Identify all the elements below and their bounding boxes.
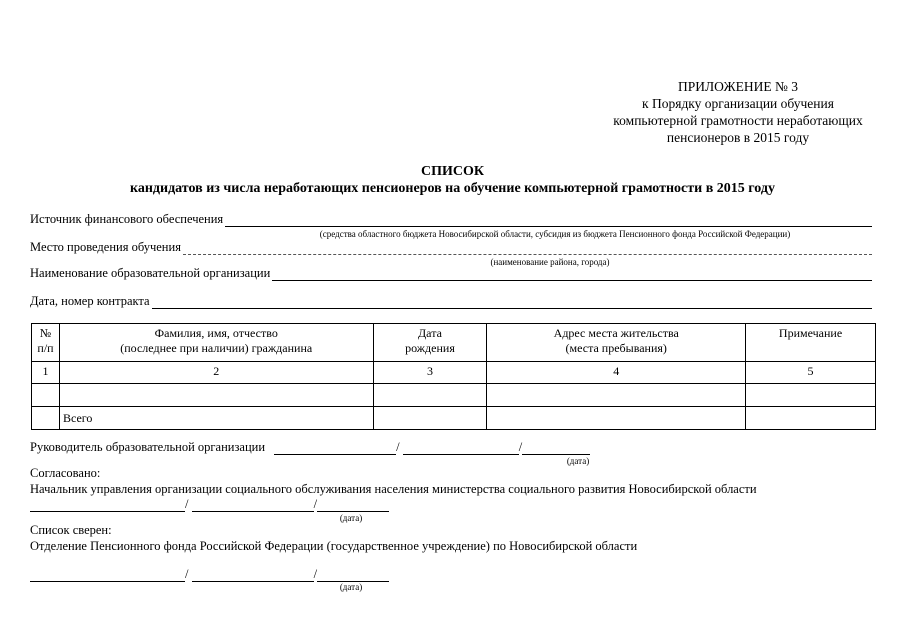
slash: / — [313, 567, 318, 581]
slash: / — [185, 497, 189, 511]
annex-header — [560, 78, 905, 146]
slash: / — [185, 567, 189, 581]
header-num-line-2: п/п — [37, 341, 54, 355]
contract-line[interactable] — [152, 295, 872, 309]
agreed-name-field[interactable] — [192, 498, 314, 512]
candidates-table — [31, 323, 876, 430]
funding-label: Источник финансового обеспечения — [30, 212, 224, 226]
place-line[interactable] — [183, 241, 872, 255]
header-name-line-2: (последнее при наличии) гражданина — [120, 341, 313, 355]
checked-name-field[interactable] — [192, 568, 314, 582]
header-num-line-1: № — [39, 326, 52, 340]
annex-line-2: к Порядку организации обучения — [642, 96, 834, 111]
annex-line-3: компьютерной грамотности неработающих — [613, 113, 863, 128]
funding-hint: (средства областного бюджета Новосибирской области, субсидия из бюджета Пенсионного фонда Российской Федерации) — [319, 229, 791, 239]
header-name — [59, 324, 373, 362]
head-date-field[interactable] — [522, 441, 590, 455]
header-dob-line-2: рождения — [405, 341, 455, 355]
table-cell[interactable] — [32, 407, 60, 430]
funding-field[interactable] — [30, 212, 872, 227]
col-number-3: 3 — [373, 362, 487, 384]
header-note: Примечание — [746, 324, 876, 362]
contract-field[interactable] — [30, 294, 872, 309]
agreed-signature-field[interactable] — [30, 498, 185, 512]
table-cell[interactable] — [373, 384, 487, 407]
checked-signature-field[interactable] — [30, 568, 185, 582]
annex-line-1: ПРИЛОЖЕНИЕ № 3 — [677, 79, 799, 94]
header-name-line-1: Фамилия, имя, отчество — [154, 326, 278, 340]
contract-label: Дата, номер контракта — [30, 294, 150, 308]
table-row[interactable] — [32, 384, 876, 407]
checked-date-field[interactable] — [317, 568, 389, 582]
slash: / — [313, 497, 318, 511]
head-signature-field[interactable] — [274, 441, 396, 455]
checked-label: Список сверен: — [30, 523, 112, 537]
org-field[interactable] — [30, 266, 872, 281]
agreed-label: Согласовано: — [30, 466, 101, 480]
col-number-4: 4 — [487, 362, 746, 384]
table-cell[interactable] — [746, 384, 876, 407]
table-cell[interactable] — [32, 384, 60, 407]
agreed-date-hint: (дата) — [339, 513, 363, 523]
slash: / — [518, 440, 523, 454]
checked-organization: Отделение Пенсионного фонда Российской Федерации (государственное учреждение) по Новосибирской области — [30, 539, 638, 553]
table-total-row[interactable] — [32, 407, 876, 430]
table-cell[interactable] — [59, 384, 373, 407]
place-label: Место проведения обучения — [30, 240, 181, 254]
table-cell[interactable] — [487, 384, 746, 407]
org-line[interactable] — [272, 267, 872, 281]
header-address — [487, 324, 746, 362]
agreed-signature-line — [30, 497, 389, 512]
head-signature-line — [30, 440, 590, 455]
table-cell[interactable] — [487, 407, 746, 430]
agreed-date-field[interactable] — [317, 498, 389, 512]
funding-line[interactable] — [225, 213, 872, 227]
col-number-5: 5 — [746, 362, 876, 384]
col-number-2: 2 — [59, 362, 373, 384]
col-number-1: 1 — [32, 362, 60, 384]
header-dob-line-1: Дата — [418, 326, 442, 340]
head-date-hint: (дата) — [566, 456, 590, 466]
header-num — [32, 324, 60, 362]
header-address-line-2: (места пребывания) — [565, 341, 667, 355]
total-label: Всего — [59, 407, 373, 430]
document-subtitle: кандидатов из числа неработающих пенсионеров на обучение компьютерной грамотности в 2015 году — [130, 181, 775, 196]
slash: / — [396, 440, 400, 454]
table-cell[interactable] — [746, 407, 876, 430]
checked-date-hint: (дата) — [339, 582, 363, 592]
checked-signature-line — [30, 567, 389, 582]
annex-line-4: пенсионеров в 2015 году — [666, 130, 810, 145]
table-cell[interactable] — [373, 407, 487, 430]
head-name-field[interactable] — [403, 441, 519, 455]
table-number-row — [32, 362, 876, 384]
header-dob — [373, 324, 487, 362]
table-header-row — [32, 324, 876, 362]
place-hint: (наименование района, города) — [490, 257, 610, 267]
org-label: Наименование образовательной организации — [30, 266, 271, 280]
document-title: СПИСОК — [420, 164, 485, 179]
agreed-position: Начальник управления организации социального обслуживания населения министерства социального развития Новосибирской области — [30, 482, 757, 496]
header-address-line-1: Адрес места жительства — [553, 326, 679, 340]
head-label: Руководитель образовательной организации — [30, 440, 266, 454]
place-field[interactable] — [30, 240, 872, 255]
